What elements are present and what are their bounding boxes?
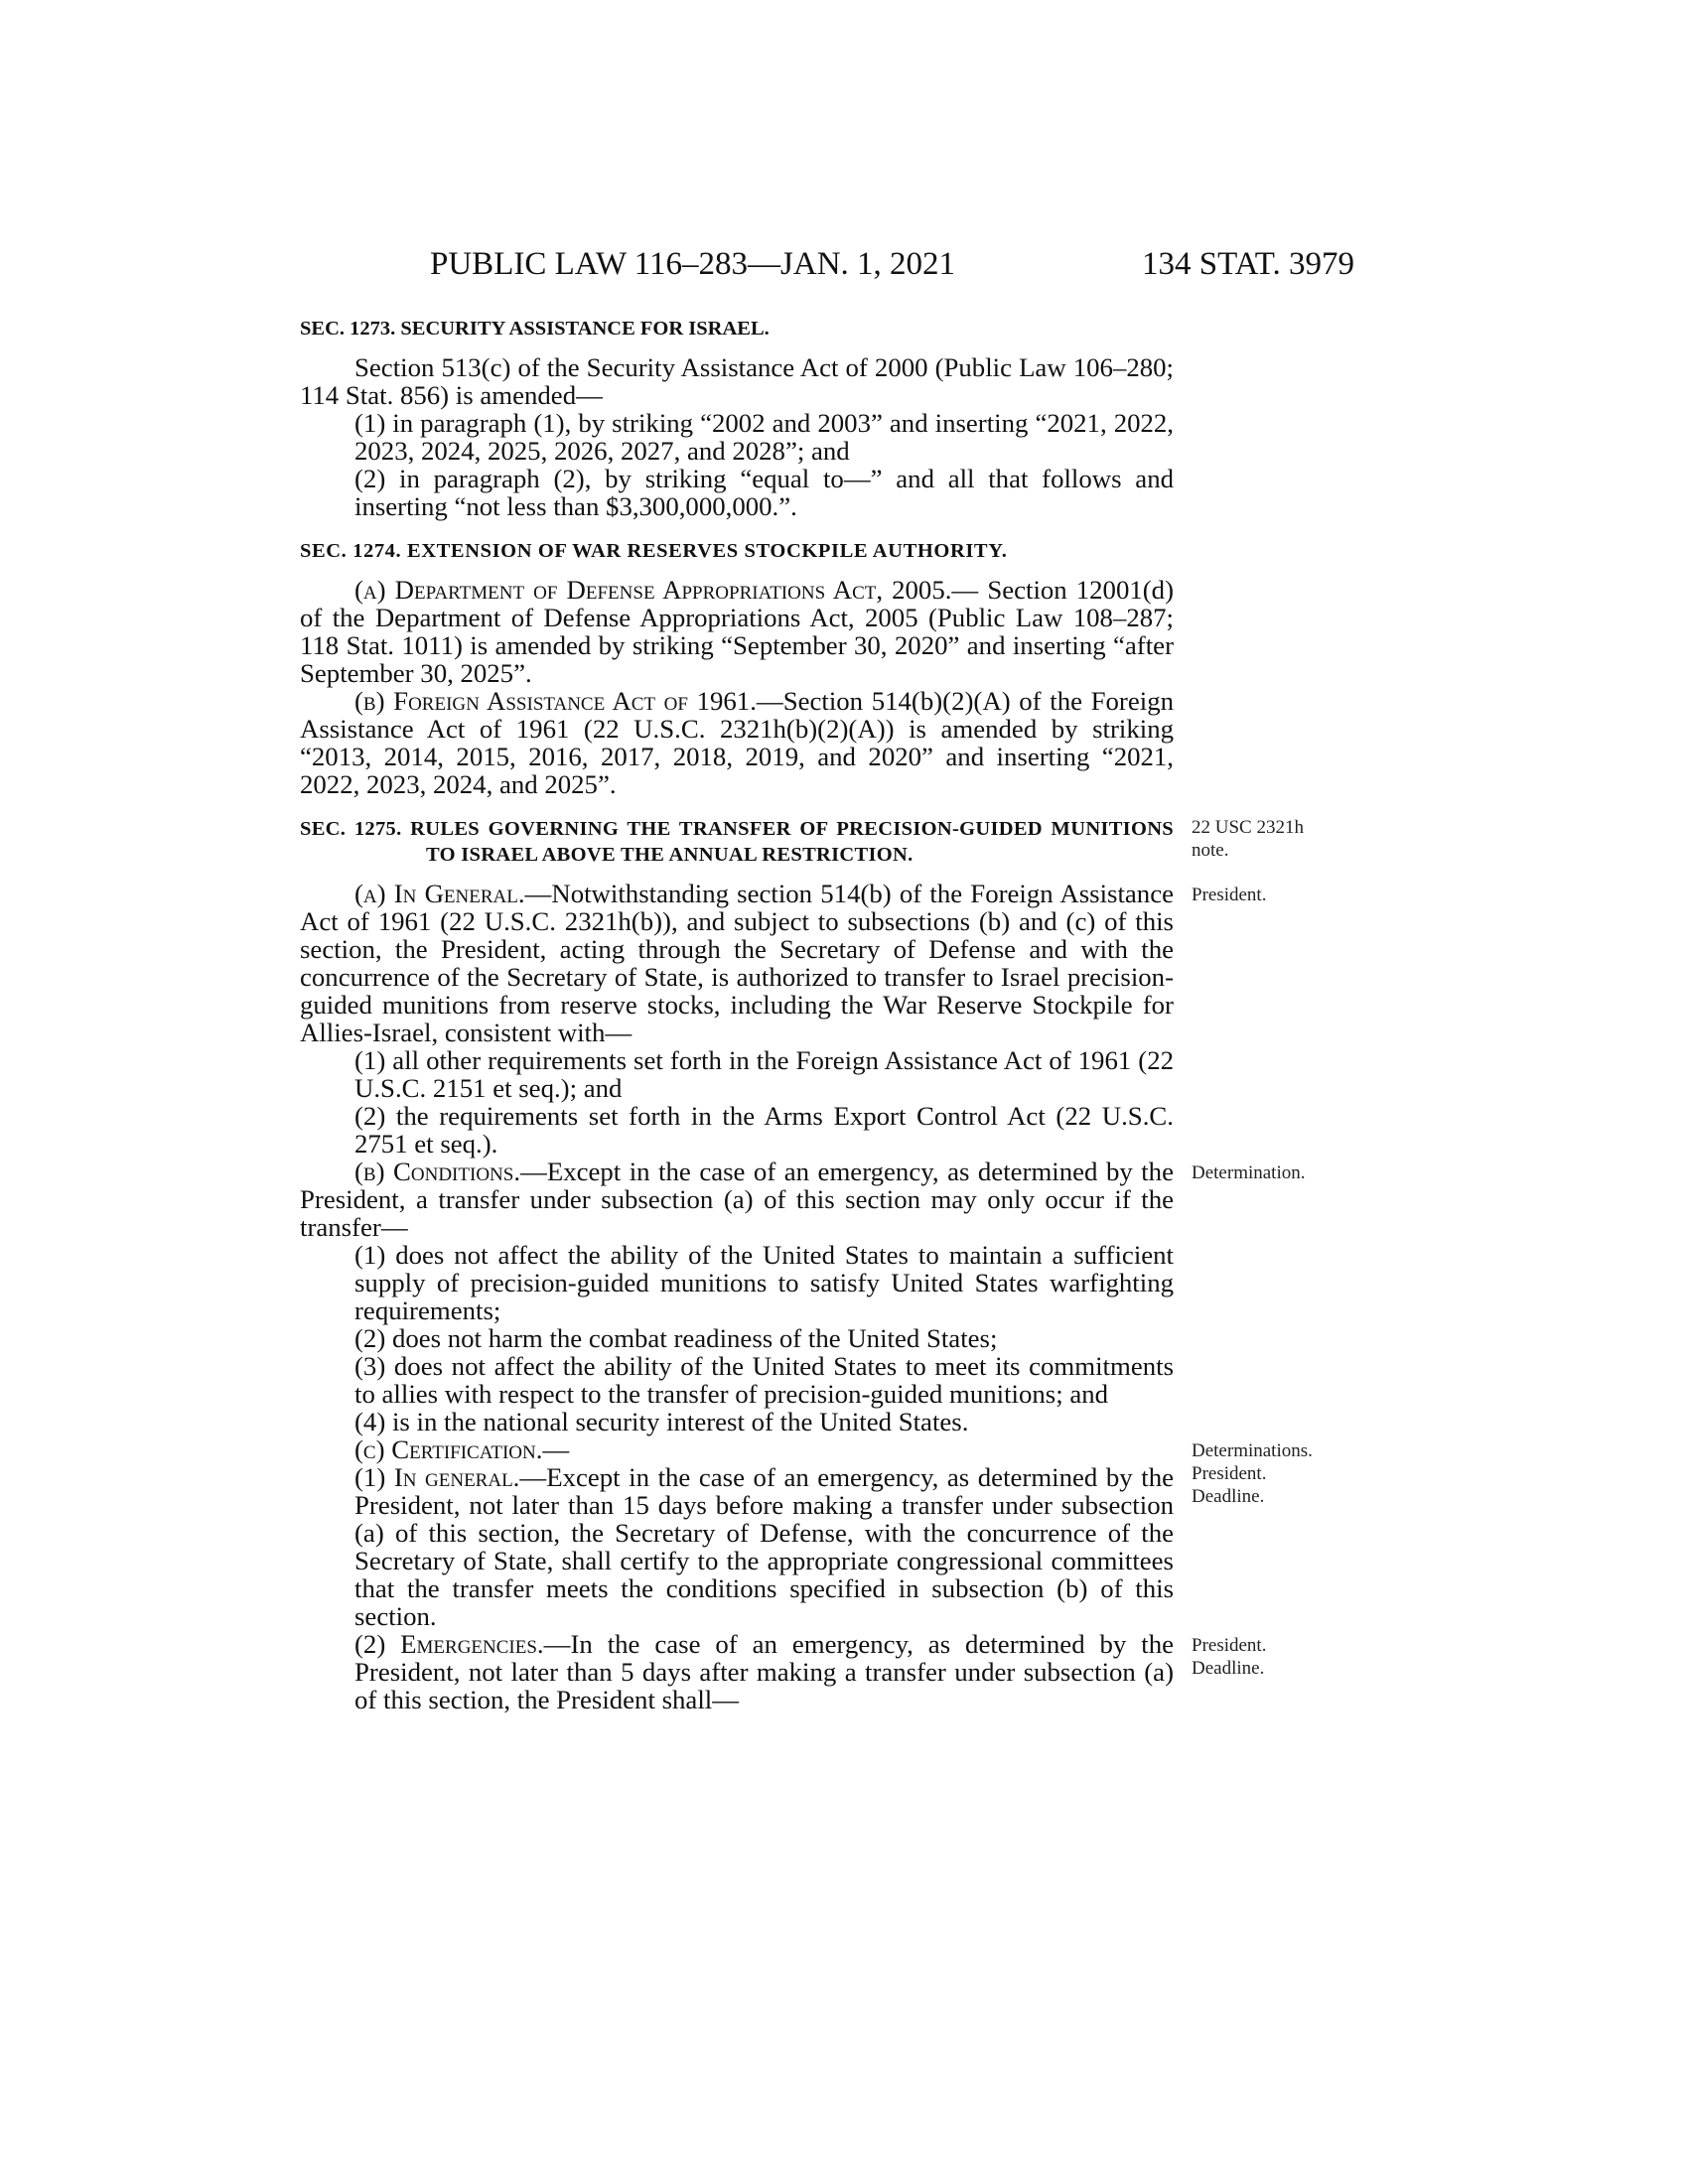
page-number: 134 STAT. 3979 xyxy=(1142,246,1355,282)
margin-note xyxy=(1192,816,1380,862)
paragraph: (2) does not harm the combat readiness of the United States; xyxy=(354,1323,998,1353)
page-header xyxy=(0,246,1688,286)
section-heading-block xyxy=(300,816,1304,868)
subsection-heading: (c) Certification.— xyxy=(354,1434,570,1464)
paragraph: (3) does not affect the ability of the United States to meet its commitments to allies with respect to the transfer of precision-guided munitions; and xyxy=(354,1351,1174,1409)
paragraph-text: Notwithstanding section 514(b) of the Foreign Assistance Act of 1961 (22 U.S.C. 2321h(b)), and subject to subsections (b) and (c) of this section, the President, acting through the Secretary of Defense and with the concurrence of the Secretary of State, is authorized to transfer to Israel precision-guided munitions from reserve stocks, including the War Reserve Stockpile for Allies-Israel, consistent with— xyxy=(300,879,1174,1047)
subsection-c xyxy=(300,1434,1313,1631)
paragraph: (2) in paragraph (2), by striking “equal to—” and all that follows and inserting “not less than $3,300,000,000.”. xyxy=(354,464,1174,521)
paragraph-text: Except in the case of an emergency, as determined by the President, not later than 15 days before making a transfer under subsection (a) of this section, the Secretary of Defense, with the concurrence of the Secretary of State, shall certify to the appropriate congressional committees that the transfer meets the conditions specified in subsection (b) of this section. xyxy=(354,1462,1174,1631)
subsection-heading: (a) In General.— xyxy=(354,879,552,908)
subsection-b xyxy=(300,1157,1306,1242)
paragraph: Section 513(c) of the Security Assistance Act of 2000 (Public Law 106–280; 114 Stat. 856) is amended— xyxy=(300,352,1174,410)
section-heading: SEC. 1275. RULES GOVERNING THE TRANSFER OF PRECISION-GUIDED MUNITIONS TO ISRAEL ABOVE THE ANNUAL RESTRICTION. xyxy=(300,818,1174,866)
document-body xyxy=(300,316,1376,1713)
paragraph: (4) is in the national security interest of the United States. xyxy=(354,1407,969,1436)
paragraph-c2 xyxy=(300,1629,1267,1714)
margin-note-line: Deadline. xyxy=(1192,1658,1265,1679)
paragraph-text: Section 514(b)(2)(A) of the Foreign Assistance Act of 1961 (22 U.S.C. 2321h(b)(2)(A)) is amended by striking “2013, 2014, 2015, 2016, 2017, 2018, 2019, and 2020” and inserting “2021, 2022, 2023, 2024, and 2025”. xyxy=(300,686,1174,799)
margin-note-line: Deadline. xyxy=(1192,1486,1265,1507)
paragraph xyxy=(300,1435,1174,1463)
margin-note: Determination. xyxy=(1192,1162,1306,1183)
paragraph xyxy=(300,576,1174,687)
margin-note-line: President. xyxy=(1192,1463,1267,1484)
paragraph xyxy=(300,687,1174,798)
running-head-title: PUBLIC LAW 116–283—JAN. 1, 2021 xyxy=(430,246,956,282)
margin-note xyxy=(1192,1634,1380,1680)
margin-note-line: President. xyxy=(1192,1635,1267,1656)
paragraph: (1) does not affect the ability of the United States to maintain a sufficient supply of precision-guided munitions to satisfy United States warfighting requirements; xyxy=(354,1240,1174,1325)
paragraph-text: Except in the case of an emergency, as determined by the President, a transfer under subsection (a) of this section may only occur if the transfer— xyxy=(300,1157,1174,1242)
section-1275 xyxy=(300,816,1313,1714)
paragraph xyxy=(300,1158,1174,1241)
paragraph-text: (1) in paragraph (1), by striking “2002 and 2003” and inserting “2021, 2022, 2023, 2024, 2025, 2026, 2027, and 2028”; and xyxy=(354,408,1174,466)
paragraph xyxy=(300,1463,1174,1630)
margin-note-line: note. xyxy=(1192,840,1229,861)
paragraph xyxy=(300,409,1174,465)
margin-note: President. xyxy=(1192,885,1267,905)
section-heading: SEC. 1273. SECURITY ASSISTANCE FOR ISRAEL. xyxy=(300,318,770,340)
subsection-a xyxy=(300,879,1267,1047)
paragraph: (2) the requirements set forth in the Arms Export Control Act (22 U.S.C. 2751 et seq.). xyxy=(354,1101,1174,1159)
subsection-heading: (b) Foreign Assistance Act of 1961.— xyxy=(354,686,783,716)
paragraph-heading: (2) Emergencies.— xyxy=(354,1629,571,1659)
subsection-heading: (a) Department of Defense Appropriations Act, 2005.— xyxy=(354,575,979,605)
margin-note-line: 22 USC 2321h xyxy=(1192,817,1304,838)
paragraph xyxy=(300,880,1174,1046)
section-heading: SEC. 1274. EXTENSION OF WAR RESERVES STOCKPILE AUTHORITY. xyxy=(300,540,1008,562)
margin-note xyxy=(1192,1439,1380,1508)
paragraph: (1) all other requirements set forth in the Foreign Assistance Act of 1961 (22 U.S.C. 2151 et seq.); and xyxy=(354,1045,1174,1103)
paragraph-text: Section 12001(d) of the Department of Defense Appropriations Act, 2005 (Public Law 108–287; 118 Stat. 1011) is amended by striking “September 30, 2020” and inserting “after September 30, 2025”. xyxy=(300,575,1174,688)
subsection-heading: (b) Conditions.— xyxy=(354,1157,547,1186)
paragraph-heading: (1) In general.— xyxy=(354,1462,547,1492)
section-1273 xyxy=(300,316,1174,520)
paragraph-text: In the case of an emergency, as determined by the President, not later than 5 days after making a transfer under subsection (a) of this section, the President shall— xyxy=(354,1629,1174,1714)
margin-note-line: Determinations. xyxy=(1192,1440,1313,1461)
section-1274 xyxy=(300,538,1174,798)
paragraph xyxy=(300,1630,1174,1713)
